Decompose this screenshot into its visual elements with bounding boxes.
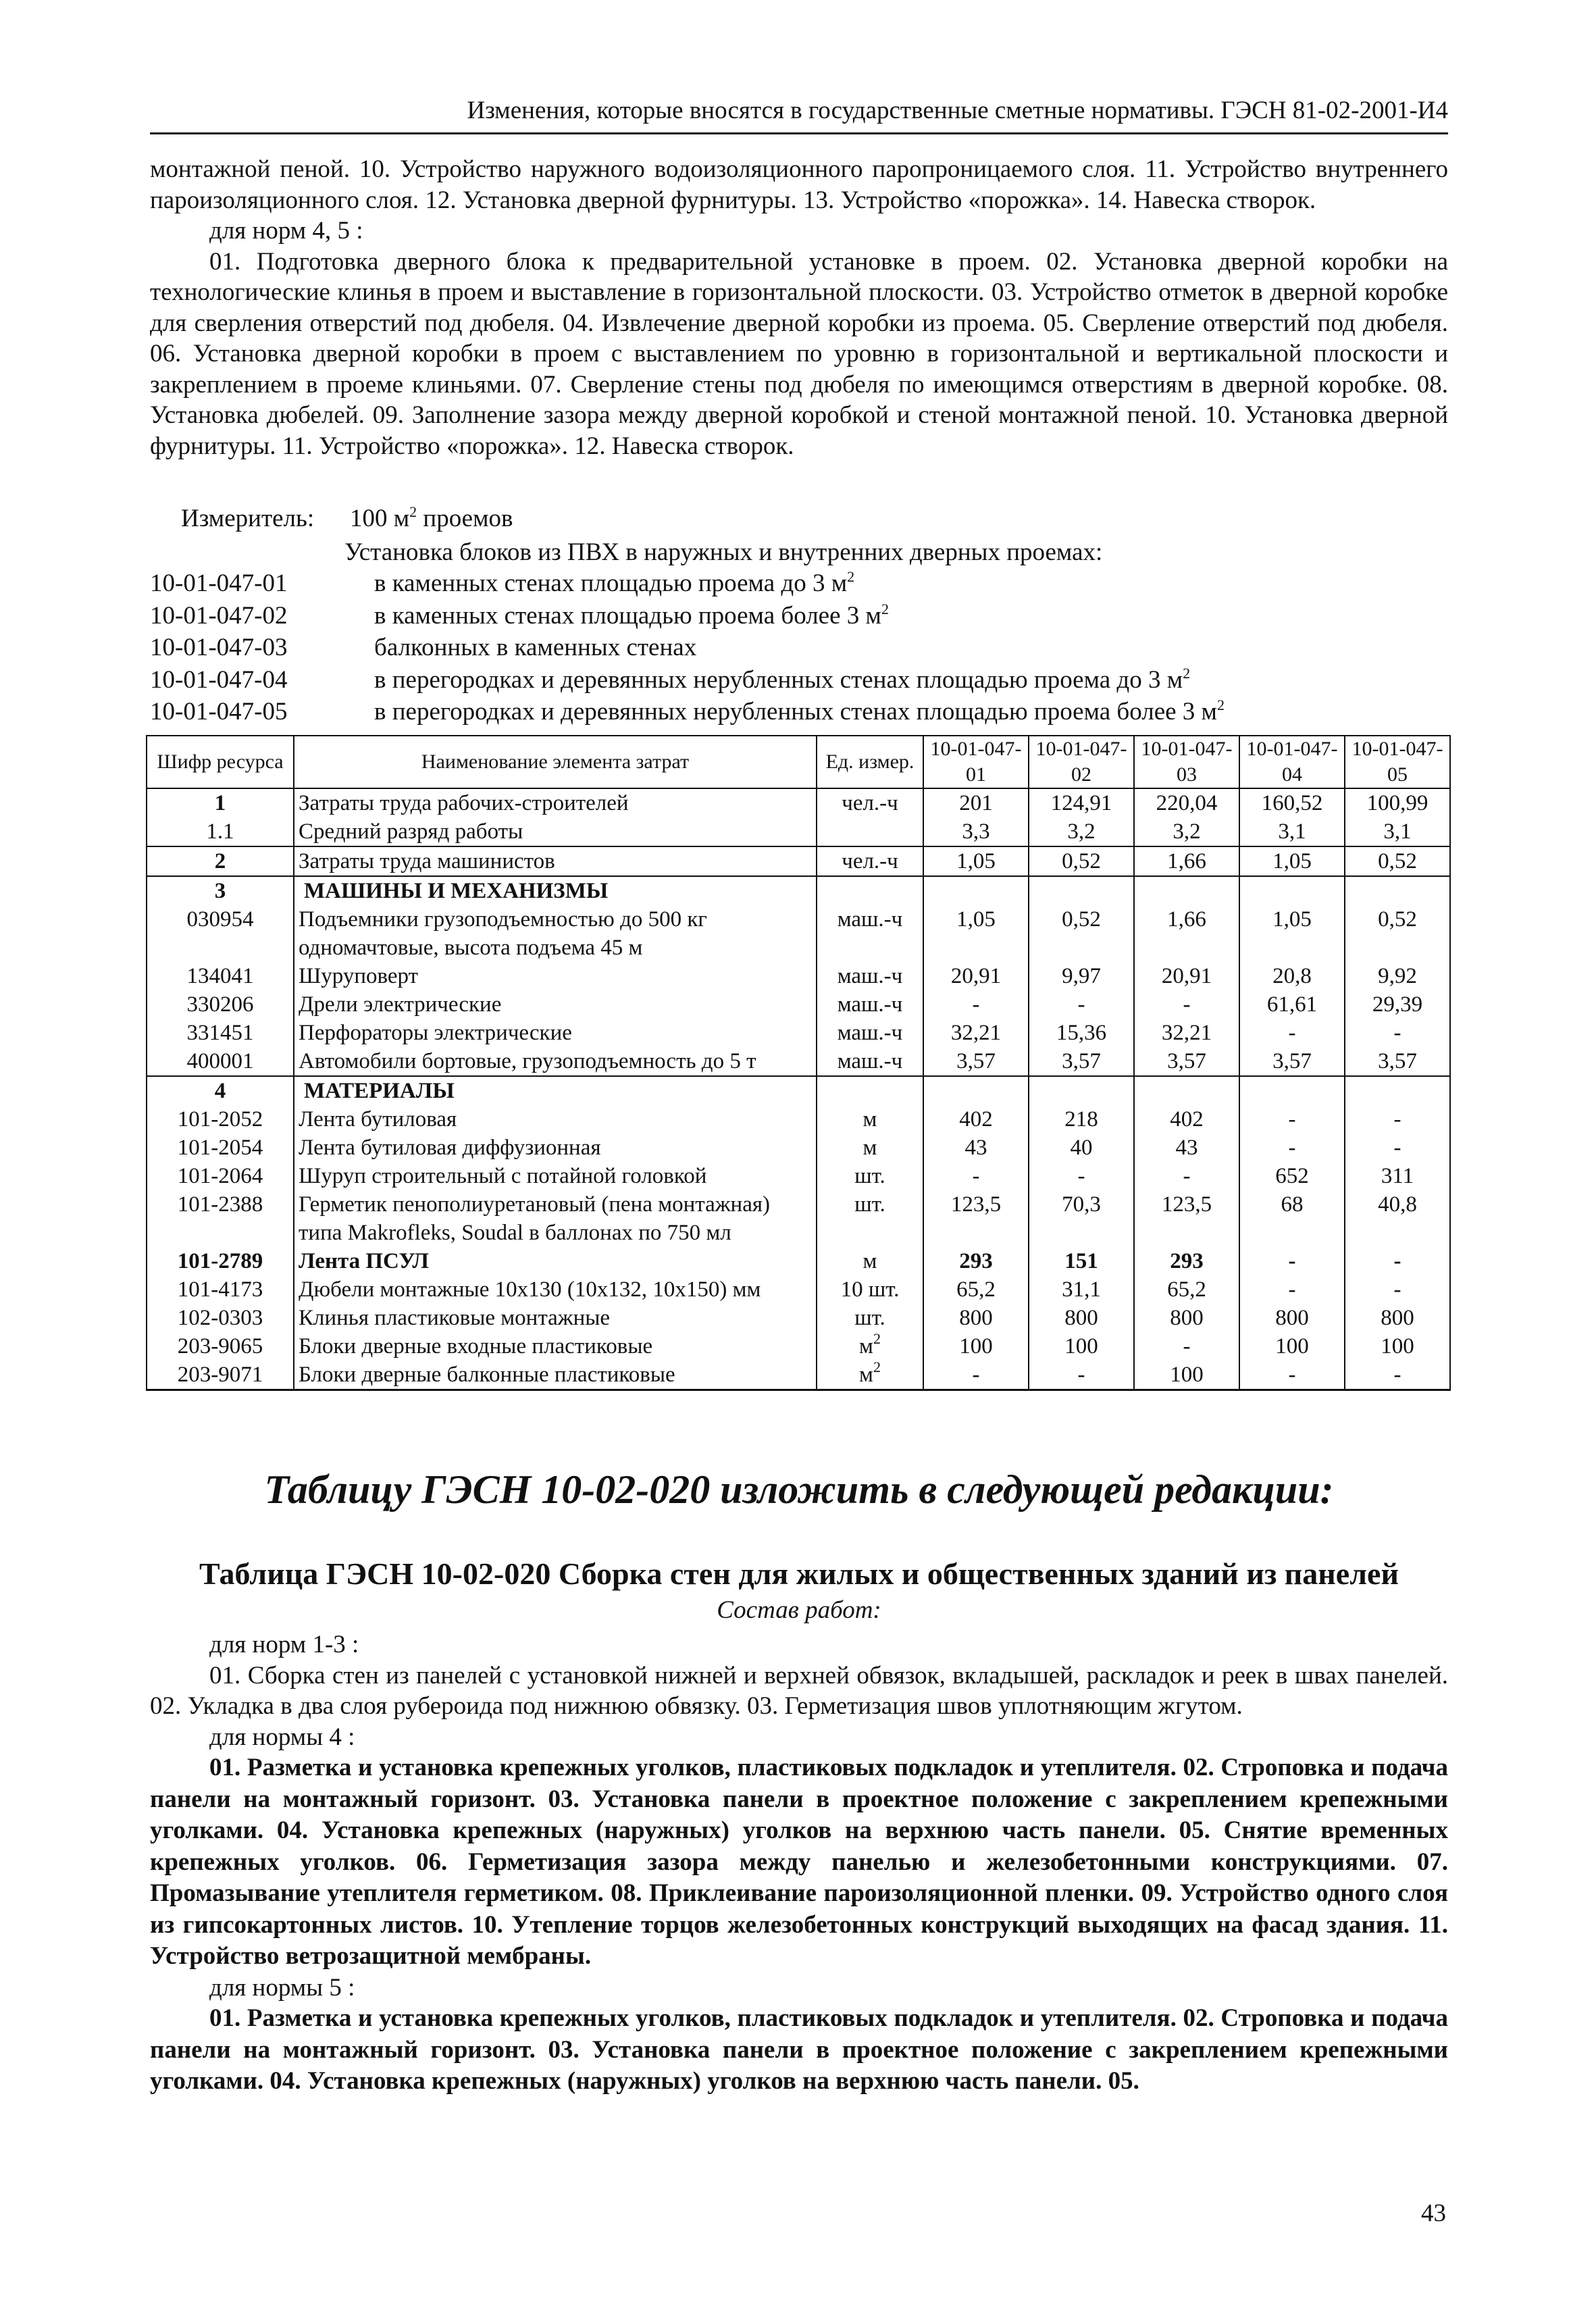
table-header-cell: 10-01-047-05 <box>1345 736 1450 788</box>
resource-code-cell: 101-2388 <box>147 1190 294 1247</box>
value-cell: - <box>923 1162 1029 1190</box>
norm-description-text: балконных в каменных стенах <box>374 634 697 661</box>
unit-text: маш.-ч <box>837 992 903 1017</box>
resource-code-cell: 101-4173 <box>147 1275 294 1304</box>
value-cell: 800 <box>923 1304 1029 1332</box>
table-row <box>147 990 1450 1019</box>
resource-name-cell: МАТЕРИАЛЫ <box>294 1076 817 1105</box>
unit-cell <box>817 1247 923 1275</box>
table-row <box>147 846 1450 876</box>
unit-text: маш.-ч <box>837 1049 903 1073</box>
value-cell: 0,52 <box>1345 846 1450 876</box>
resource-name-cell: МАШИНЫ И МЕХАНИЗМЫ <box>294 876 817 905</box>
table-row <box>147 1019 1450 1047</box>
table-row <box>147 1076 1450 1105</box>
unit-text: маш.-ч <box>837 907 903 932</box>
norms13-label: для норм 1-3 : <box>209 1631 359 1658</box>
value-cell: - <box>1239 1134 1345 1162</box>
table-title: Таблица ГЭСН 10-02-020 Сборка стен для жилых и общественных зданий из панелей <box>199 1556 1399 1591</box>
resource-name-cell: Блоки дверные входные пластиковые <box>294 1332 817 1361</box>
table-header-cell: 10-01-047-02 <box>1029 736 1134 788</box>
value-cell: 218 <box>1029 1105 1134 1134</box>
norm-description-sup: 2 <box>881 600 889 617</box>
codes-intro: Установка блоков из ПВХ в наружных и внутренних дверных проемах: <box>344 538 1103 566</box>
measure-line <box>181 503 513 534</box>
table-header-cell: 10-01-047-03 <box>1134 736 1239 788</box>
value-cell: 123,5 <box>1134 1190 1239 1247</box>
value-cell: 800 <box>1239 1304 1345 1332</box>
resource-code-cell: 3 <box>147 876 294 905</box>
resource-code-cell: 030954 <box>147 905 294 962</box>
value-cell: - <box>923 990 1029 1019</box>
resource-name-cell: Шуруповерт <box>294 962 817 990</box>
norm-code-item <box>150 600 1448 632</box>
work-composition-label: Состав работ: <box>717 1596 881 1624</box>
value-cell: - <box>1239 1247 1345 1275</box>
value-cell: 0,52 <box>1029 905 1134 962</box>
norm-description <box>374 600 889 632</box>
resource-code-cell: 1 <box>147 788 294 817</box>
value-cell: 100,99 <box>1345 788 1450 817</box>
value-cell: - <box>923 1361 1029 1390</box>
value-cell <box>1029 1076 1134 1105</box>
table-row <box>147 876 1450 905</box>
value-cell: - <box>1029 990 1134 1019</box>
value-cell: 800 <box>1134 1304 1239 1332</box>
value-cell: 151 <box>1029 1247 1134 1275</box>
value-cell: - <box>1345 1105 1450 1134</box>
value-cell: 3,2 <box>1134 817 1239 846</box>
value-cell: 1,05 <box>1239 905 1345 962</box>
value-cell: 32,21 <box>923 1019 1029 1047</box>
value-cell: 100 <box>1239 1332 1345 1361</box>
value-cell: 70,3 <box>1029 1190 1134 1247</box>
value-cell: 43 <box>923 1134 1029 1162</box>
norm-code-item <box>150 567 1448 600</box>
table-header-cell: Наименование элемента затрат <box>294 736 817 788</box>
value-cell: - <box>1134 1162 1239 1190</box>
value-cell: 20,91 <box>923 962 1029 990</box>
table-row <box>147 1247 1450 1275</box>
value-cell <box>1239 1076 1345 1105</box>
unit-text: маш.-ч <box>837 964 903 988</box>
value-cell <box>1134 1076 1239 1105</box>
value-cell: - <box>1239 1361 1345 1390</box>
resource-code-cell: 203-9071 <box>147 1361 294 1390</box>
value-cell: 1,05 <box>1239 846 1345 876</box>
resource-name-cell: Герметик пенополиуретановый (пена монтажная) типа Makrofleks, Soudal в баллонах по 750 мл <box>294 1190 817 1247</box>
value-cell: 3,57 <box>923 1047 1029 1076</box>
value-cell: 100 <box>1345 1332 1450 1361</box>
value-cell: 68 <box>1239 1190 1345 1247</box>
resource-code-cell: 4 <box>147 1076 294 1105</box>
measure-value: 100 м <box>350 505 410 532</box>
norm-description-text: в каменных стенах площадью проема до 3 м <box>374 569 848 597</box>
value-cell <box>923 1076 1029 1105</box>
norm-description-text: в каменных стенах площадью проема более 3 м <box>374 601 881 630</box>
table-row <box>147 905 1450 962</box>
unit-cell <box>817 990 923 1019</box>
value-cell: 29,39 <box>1345 990 1450 1019</box>
value-cell: 3,57 <box>1134 1047 1239 1076</box>
resource-code-cell: 2 <box>147 846 294 876</box>
value-cell: 3,57 <box>1345 1047 1450 1076</box>
value-cell: 3,1 <box>1345 817 1450 846</box>
resource-code-cell: 101-2789 <box>147 1247 294 1275</box>
value-cell: 32,21 <box>1134 1019 1239 1047</box>
value-cell: 1,05 <box>923 905 1029 962</box>
resource-name-cell: Дрели электрические <box>294 990 817 1019</box>
resource-code-cell: 102-0303 <box>147 1304 294 1332</box>
unit-cell <box>817 1076 923 1105</box>
unit-cell <box>817 1105 923 1134</box>
value-cell: 311 <box>1345 1162 1450 1190</box>
unit-text: м <box>859 1363 873 1387</box>
value-cell: - <box>1134 1332 1239 1361</box>
table-row <box>147 1190 1450 1247</box>
norm5-label: для нормы 5 : <box>209 1973 355 2002</box>
value-cell: 201 <box>923 788 1029 817</box>
resource-name-cell: Дюбели монтажные 10х130 (10х132, 10х150) мм <box>294 1275 817 1304</box>
table-row <box>147 788 1450 817</box>
unit-text: м <box>859 1334 873 1358</box>
value-cell <box>1239 876 1345 905</box>
value-cell: 40 <box>1029 1134 1134 1162</box>
value-cell: 20,8 <box>1239 962 1345 990</box>
value-cell <box>923 876 1029 905</box>
unit-cell <box>817 962 923 990</box>
unit-cell <box>817 1275 923 1304</box>
unit-text: 10 шт. <box>840 1277 900 1302</box>
resource-code-cell: 330206 <box>147 990 294 1019</box>
table-row <box>147 1361 1450 1390</box>
value-cell: 9,92 <box>1345 962 1450 990</box>
resource-code-cell: 101-2052 <box>147 1105 294 1134</box>
norms13-paragraph: 01. Сборка стен из панелей с установкой нижней и верхней обвязок, вкладышей, раскладок и реек в швах панелей. 02. Укладка в два слоя рубероида под нижнюю обвязку. 03. Герметизация швов уплотняющим жгутом. <box>150 1661 1448 1720</box>
unit-cell <box>817 1332 923 1361</box>
value-cell: 9,97 <box>1029 962 1134 990</box>
value-cell: 220,04 <box>1134 788 1239 817</box>
norm-code-item <box>150 696 1448 728</box>
resource-code-cell: 203-9065 <box>147 1332 294 1361</box>
value-cell: 0,52 <box>1345 905 1450 962</box>
value-cell: 3,57 <box>1239 1047 1345 1076</box>
unit-sup: 2 <box>873 1330 881 1347</box>
unit-text: маш.-ч <box>837 1021 903 1045</box>
top-text-block <box>150 154 1448 461</box>
page-number: 43 <box>1421 2200 1446 2227</box>
resource-name-cell: Средний разряд работы <box>294 817 817 846</box>
value-cell: 100 <box>1134 1361 1239 1390</box>
norm-code: 10-01-047-03 <box>150 634 288 661</box>
unit-cell <box>817 846 923 876</box>
unit-text: м <box>863 1249 877 1273</box>
table-row <box>147 1332 1450 1361</box>
value-cell: 61,61 <box>1239 990 1345 1019</box>
value-cell: 31,1 <box>1029 1275 1134 1304</box>
value-cell: 20,91 <box>1134 962 1239 990</box>
value-cell: 40,8 <box>1345 1190 1450 1247</box>
unit-cell <box>817 817 923 846</box>
norm-code: 10-01-047-05 <box>150 698 288 726</box>
value-cell: - <box>1345 1361 1450 1390</box>
norms45-paragraph: 01. Подготовка дверного блока к предварительной установке в проем. 02. Установка дверной коробки на технологические клинья в проем и выставление в горизонтальной плоскости. 03. Устройство отметок в дверной коробке для сверления отверстий под дюбеля. 04. Извлечение дверной коробки из проема. 05. Сверление отверстий под дюбеля. 06. Установка дверной коробки в проем с выставлением по уровню в горизонтальной и вертикальной плоскости и закреплением в проеме клиньями. 07. Сверление стены под дюбеля по имеющимся отверстиям в дверной коробке. 08. Установка дюбелей. 09. Заполнение зазора между дверной коробкой и стеной монтажной пеной. 10. Установка дверной фурнитуры. 11. Устройство «порожка». 12. Навеска створок. <box>150 247 1448 460</box>
value-cell: 15,36 <box>1029 1019 1134 1047</box>
value-cell: 100 <box>923 1332 1029 1361</box>
unit-text: м <box>863 1107 877 1132</box>
unit-cell <box>817 1304 923 1332</box>
resource-code-cell: 101-2064 <box>147 1162 294 1190</box>
value-cell: - <box>1239 1019 1345 1047</box>
table-header-cell: Шифр ресурса <box>147 736 294 788</box>
resource-name-cell: Лента бутиловая диффузионная <box>294 1134 817 1162</box>
value-cell: - <box>1345 1275 1450 1304</box>
resource-code-cell: 1.1 <box>147 817 294 846</box>
norm-code: 10-01-047-02 <box>150 601 288 630</box>
unit-text: м <box>863 1136 877 1160</box>
measure-unit: проемов <box>417 505 513 532</box>
value-cell: 160,52 <box>1239 788 1345 817</box>
table-row <box>147 1275 1450 1304</box>
bottom-text-block <box>150 1629 1448 2098</box>
value-cell <box>1345 876 1450 905</box>
measure-sup: 2 <box>409 503 417 520</box>
value-cell: 800 <box>1345 1304 1450 1332</box>
unit-text: чел.-ч <box>842 791 898 815</box>
value-cell: 1,05 <box>923 846 1029 876</box>
table-row <box>147 962 1450 990</box>
norm4-label: для нормы 4 : <box>209 1723 355 1751</box>
table-row <box>147 1304 1450 1332</box>
resource-code-cell: 101-2054 <box>147 1134 294 1162</box>
resource-code-cell: 331451 <box>147 1019 294 1047</box>
norm-description-sup: 2 <box>1183 664 1191 682</box>
value-cell: - <box>1029 1162 1134 1190</box>
value-cell <box>1029 876 1134 905</box>
value-cell: - <box>1239 1275 1345 1304</box>
unit-cell <box>817 876 923 905</box>
resource-name-cell: Блоки дверные балконные пластиковые <box>294 1361 817 1390</box>
norm-code: 10-01-047-01 <box>150 569 288 597</box>
unit-cell <box>817 1047 923 1076</box>
unit-text: шт. <box>854 1192 885 1217</box>
unit-text: шт. <box>854 1306 885 1330</box>
table-header-cell: 10-01-047-04 <box>1239 736 1345 788</box>
value-cell: 800 <box>1029 1304 1134 1332</box>
resource-name-cell: Клинья пластиковые монтажные <box>294 1304 817 1332</box>
value-cell: 293 <box>923 1247 1029 1275</box>
norm-description <box>374 567 854 600</box>
value-cell: - <box>1239 1105 1345 1134</box>
unit-cell <box>817 1190 923 1247</box>
norm-description-sup: 2 <box>847 568 855 585</box>
value-cell: - <box>1134 990 1239 1019</box>
value-cell: 65,2 <box>1134 1275 1239 1304</box>
value-cell: 402 <box>1134 1105 1239 1134</box>
value-cell <box>1345 1076 1450 1105</box>
value-cell: 652 <box>1239 1162 1345 1190</box>
value-cell: 0,52 <box>1029 846 1134 876</box>
norm4-paragraph: 01. Разметка и установка крепежных уголков, пластиковых подкладок и утеплителя. 02. Строповка и подача панели на монтажный горизонт. 03. Установка панели в проектное положение с закреплением крепежными уголками. 04. Установка крепежных (наружных) уголков на верхнюю часть панели. 05. Снятие временных крепежных уголков. 06. Герметизация зазора между панелью и железобетонными конструкциями. 07. Промазывание утеплителя герметиком. 08. Приклеивание пароизоляционной пленки. 09. Устройство одного слоя из гипсокартонных листов. 10. Утепление торцов железобетонных конструкций выходящих на фасад здания. 11. Устройство ветрозащитной мембраны. <box>150 1754 1448 1970</box>
table-row <box>147 817 1450 846</box>
value-cell: 3,3 <box>923 817 1029 846</box>
resource-name-cell: Шуруп строительный с потайной головкой <box>294 1162 817 1190</box>
unit-text: шт. <box>854 1164 885 1188</box>
value-cell: 3,57 <box>1029 1047 1134 1076</box>
table-body <box>147 788 1450 1390</box>
resource-name-cell: Лента бутиловая <box>294 1105 817 1134</box>
table-header-row <box>147 736 1450 788</box>
value-cell: - <box>1345 1019 1450 1047</box>
resource-name-cell: Затраты труда рабочих-строителей <box>294 788 817 817</box>
table-row <box>147 1134 1450 1162</box>
value-cell: 43 <box>1134 1134 1239 1162</box>
resource-name-cell: Автомобили бортовые, грузоподъемность до 5 т <box>294 1047 817 1076</box>
resource-name-cell: Подъемники грузоподъемностью до 500 кг одномачтовые, высота подъема 45 м <box>294 905 817 962</box>
norm5-paragraph: 01. Разметка и установка крепежных уголков, пластиковых подкладок и утеплителя. 02. Строповка и подача панели на монтажный горизонт. 03. Установка панели в проектное положение с закреплением крепежными уголками. 04. Установка крепежных (наружных) уголков на верхнюю часть панели. 05. <box>150 2004 1448 2095</box>
value-cell: 402 <box>923 1105 1029 1134</box>
unit-text: чел.-ч <box>842 849 898 873</box>
table-row <box>147 1162 1450 1190</box>
table-header-cell: Ед. измер. <box>817 736 923 788</box>
norm-description-text: в перегородках и деревянных нерубленных стенах площадью проема более 3 м <box>374 698 1217 726</box>
table-row <box>147 1047 1450 1076</box>
norm-description-text: в перегородках и деревянных нерубленных стенах площадью проема до 3 м <box>374 665 1183 694</box>
resource-code-cell: 400001 <box>147 1047 294 1076</box>
table-row <box>147 1105 1450 1134</box>
unit-cell <box>817 788 923 817</box>
value-cell: - <box>1345 1134 1450 1162</box>
value-cell: 123,5 <box>923 1190 1029 1247</box>
resource-name-cell: Лента ПСУЛ <box>294 1247 817 1275</box>
value-cell: 1,66 <box>1134 846 1239 876</box>
value-cell: 293 <box>1134 1247 1239 1275</box>
value-cell: - <box>1029 1361 1134 1390</box>
norm-description <box>374 632 696 664</box>
norm-description <box>374 696 1225 728</box>
unit-cell <box>817 1162 923 1190</box>
value-cell: 1,66 <box>1134 905 1239 962</box>
value-cell: - <box>1345 1247 1450 1275</box>
norm-description <box>374 664 1190 696</box>
unit-cell <box>817 1134 923 1162</box>
resource-name-cell: Затраты труда машинистов <box>294 846 817 876</box>
resource-code-cell: 134041 <box>147 962 294 990</box>
unit-cell <box>817 905 923 962</box>
norm-code: 10-01-047-04 <box>150 665 288 694</box>
continued-paragraph: монтажной пеной. 10. Устройство наружного водоизоляционного паропроницаемого слоя. 11. Устройство внутреннего пароизоляционного слоя. 12. Установка дверной фурнитуры. 13. Устройство «порожка». 14. Навеска створок. <box>150 155 1448 214</box>
running-header: Изменения, которые вносятся в государственные сметные нормативы. ГЭСН 81-02-2001-И4 <box>150 95 1448 134</box>
unit-cell <box>817 1019 923 1047</box>
unit-sup: 2 <box>873 1358 881 1375</box>
norm-code-item <box>150 664 1448 696</box>
norms45-label: для норм 4, 5 : <box>209 217 363 245</box>
value-cell: 3,1 <box>1239 817 1345 846</box>
measure-label: Измеритель: <box>181 505 315 532</box>
value-cell: 100 <box>1029 1332 1134 1361</box>
value-cell: 65,2 <box>923 1275 1029 1304</box>
value-cell: 124,91 <box>1029 788 1134 817</box>
value-cell <box>1134 876 1239 905</box>
table-header-cell: 10-01-047-01 <box>923 736 1029 788</box>
resource-name-cell: Перфораторы электрические <box>294 1019 817 1047</box>
norm-code-list <box>150 567 1448 728</box>
unit-cell <box>817 1358 923 1390</box>
value-cell: 3,2 <box>1029 817 1134 846</box>
resource-table <box>146 735 1451 1391</box>
revision-instruction: Таблицу ГЭСН 10-02-020 изложить в следующей редакции: <box>264 1467 1334 1512</box>
norm-description-sup: 2 <box>1216 696 1225 713</box>
norm-code-item <box>150 632 1448 664</box>
